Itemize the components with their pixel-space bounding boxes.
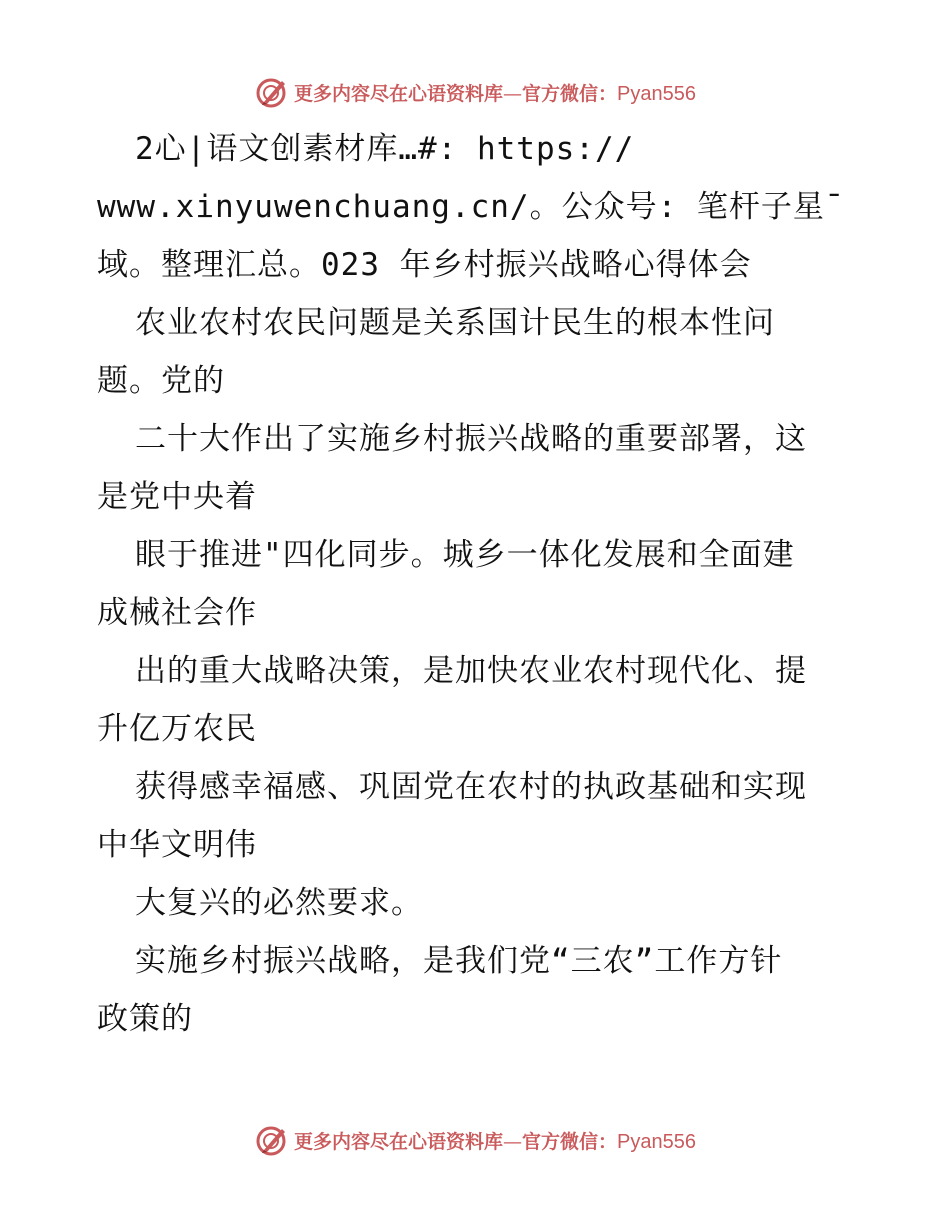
watermark-text <box>294 79 696 106</box>
watermark-dash: — <box>503 1130 523 1153</box>
pen-circle-logo-icon <box>254 1123 288 1157</box>
footer-watermark <box>0 1120 950 1160</box>
watermark-suffix: 官方微信： <box>522 1130 618 1153</box>
text-line: 获得感幸福感、巩固党在农村的执政基础和实现 <box>135 769 807 805</box>
text-line: 2心|语文创素材库…#: https:// <box>135 131 635 167</box>
text-line: www.xinyuwenchuang.cn/。公众号: 笔杆子星¯ <box>97 189 845 225</box>
header-watermark <box>0 72 950 112</box>
watermark-suffix: 官方微信： <box>522 82 618 105</box>
text-line: 升亿万农民 <box>97 711 257 747</box>
watermark-content <box>254 75 696 109</box>
watermark-handle: Pyan556 <box>617 1130 696 1153</box>
text-line: 成械社会作 <box>97 595 257 631</box>
watermark-text <box>294 1127 696 1154</box>
pen-circle-logo-icon <box>254 75 288 109</box>
watermark-prefix: 更多内容尽在心语资料库 <box>294 82 504 105</box>
watermark-dash: — <box>503 82 523 105</box>
text-line: 是党中央着 <box>97 479 257 515</box>
text-line: 大复兴的必然要求。 <box>135 885 423 921</box>
watermark-handle: Pyan556 <box>617 82 696 105</box>
text-line: 政策的 <box>97 1001 193 1037</box>
document-body <box>97 120 857 1048</box>
text-line: 中华文明伟 <box>97 827 257 863</box>
text-line: 眼于推进"四化同步。城乡一体化发展和全面建 <box>135 537 795 573</box>
watermark-content <box>254 1123 696 1157</box>
text-line: 农业农村农民问题是关系国计民生的根本性问 <box>135 305 775 341</box>
text-line: 实施乡村振兴战略，是我们党“三农”工作方针 <box>135 943 783 979</box>
text-line: 题。党的 <box>97 363 225 399</box>
text-line: 二十大作出了实施乡村振兴战略的重要部署，这 <box>135 421 807 457</box>
text-line: 域。整理汇总。023 年乡村振兴战略心得体会 <box>97 247 752 283</box>
text-line: 出的重大战略决策，是加快农业农村现代化、提 <box>135 653 807 689</box>
watermark-prefix: 更多内容尽在心语资料库 <box>294 1130 504 1153</box>
